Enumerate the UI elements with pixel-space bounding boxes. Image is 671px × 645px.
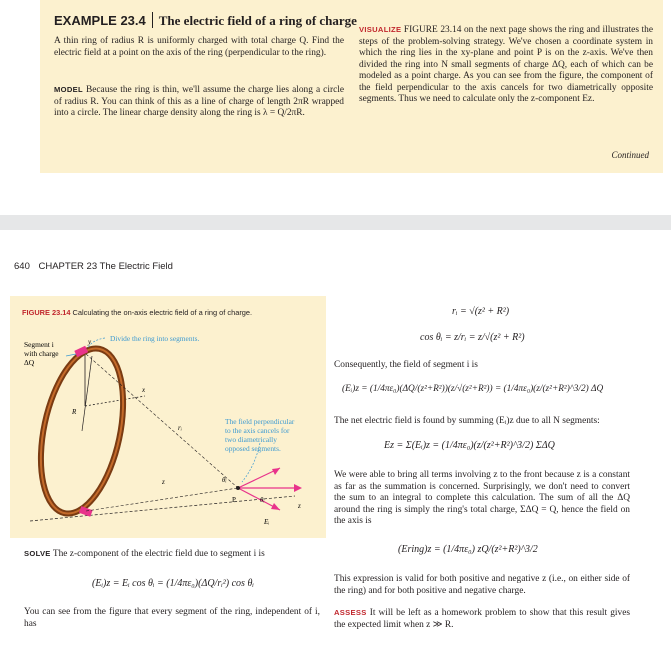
- figure-caption-text: Calculating the on-axis electric field of a ring of charge.: [72, 308, 253, 317]
- solve-after-text: You can see from the figure that every segment of the ring, independent of i, has: [24, 607, 320, 629]
- assess-label: ASSESS: [334, 608, 367, 617]
- y-axis-label: y: [88, 338, 92, 346]
- page-number: 640: [14, 261, 30, 272]
- continued-note: Continued: [611, 150, 649, 160]
- validity-paragraph: This expression is valid for both positive and negative z (i.e., on either side of the ring) and for both positive and negative charge.: [334, 574, 630, 596]
- example-box: [40, 0, 663, 173]
- example-title: The electric field of a ring of charge: [158, 13, 357, 28]
- solve-paragraph: [24, 548, 320, 561]
- model-label: MODEL: [54, 85, 83, 94]
- segment-label-3: ΔQ: [24, 358, 35, 367]
- divide-label: Divide the ring into segments.: [110, 334, 200, 343]
- visualize-text: FIGURE 23.14 on the next page shows the ring and illustrates the steps of the problem-solving strategy. We've chosen a coordinate system in which the ring lies in the xy-plane and point P is on the z-axis. We've then divided the ring into N small segments of charge ΔQ, each of which can be modeled as a point charge. As you can see from the figure, the component of the field perpendicular to the axis cancels for two diametrically opposite segments. Thus we need to calculate only the z-component Ez.: [359, 25, 653, 104]
- z-axis: [30, 496, 295, 521]
- z-axis-label: z: [298, 502, 301, 510]
- point-p: [236, 486, 240, 490]
- x-axis: [85, 396, 145, 406]
- cancel-label-3: two diametrically: [225, 435, 277, 444]
- equation-cos: cos θᵢ = z/rᵢ = z/√(z² + R²): [420, 332, 525, 343]
- ri-label: rᵢ: [178, 424, 182, 432]
- model-text: Because the ring is thin, we'll assume the charge lies along a circle of radius R. You can think of this as a line of charge of length 2πR wrapped into a circle. The linear charge density along the ring is λ = Q/2πR.: [54, 85, 345, 118]
- page-divider: [0, 215, 671, 230]
- equation-ez: (Eᵢ)z = Eᵢ cos θᵢ = (1/4πε₀)(ΔQ/rᵢ²) cos θᵢ: [92, 578, 254, 589]
- net-field-text: The net electric field is found by summing (Eᵢ)z due to all N segments:: [334, 416, 600, 426]
- solve-text: The z-component of the electric field due to segment i is: [52, 549, 265, 559]
- chapter-title: CHAPTER 23 The Electric Field: [38, 261, 173, 272]
- ring-diagram: [10, 296, 326, 538]
- x-axis-label: x: [142, 386, 146, 394]
- assess-text: It will be left as a homework problem to show that this result gives the expected limit when z ≫ R.: [334, 608, 630, 630]
- visualize-label: VISUALIZE: [359, 25, 402, 34]
- z-distance-label: z: [162, 478, 165, 486]
- ri-line-bottom: [86, 488, 238, 511]
- model-paragraph: [54, 84, 344, 120]
- radius-label: R: [72, 408, 77, 416]
- figure-box: [10, 296, 326, 538]
- cancel-label-4: opposed segments.: [225, 444, 281, 453]
- theta-label: θᵢ: [222, 476, 227, 484]
- p-label: P: [232, 496, 236, 504]
- field-arrowhead-bottom: [271, 503, 280, 510]
- visualize-paragraph: [359, 24, 653, 106]
- figure-caption-label: FIGURE 23.14: [22, 308, 71, 317]
- cancel-label-1: The field perpendicular: [225, 417, 295, 426]
- ei-label: Eᵢ: [264, 518, 270, 526]
- cancel-label-2: to the axis cancels for: [225, 426, 290, 435]
- equation-sum: Ez = Σ(Eᵢ)z = (1/4πε₀)(z/(z²+R²)^3/2) ΣΔQ: [384, 440, 555, 451]
- segment-label-2: with charge: [24, 349, 59, 358]
- equation-ring: (Ering)z = (1/4πε₀) zQ/(z²+R²)^3/2: [398, 544, 538, 555]
- theta-label-2: θᵢ: [260, 496, 265, 504]
- net-field-arrowhead: [294, 484, 302, 492]
- example-intro: A thin ring of radius R is uniformly charged with total charge Q. Find the electric field at a point on the axis of the ring (perpendicular to the ring).: [54, 36, 344, 58]
- segment-label-1: Segment i: [24, 340, 54, 349]
- solve-label: SOLVE: [24, 549, 51, 558]
- assess-paragraph: [334, 607, 630, 631]
- radius-line: [82, 356, 92, 431]
- example-heading: [54, 12, 357, 29]
- running-head: [14, 261, 173, 272]
- equation-ri: rᵢ = √(z² + R²): [452, 306, 510, 317]
- example-number: EXAMPLE 23.4: [54, 13, 146, 28]
- summation-paragraph: We were able to bring all terms involving z to the front because z is a constant as far as the summation is concerned. Surprisingly, we don't need to convert the sum to an integral to complete this calculation. The sum of all the ΔQ around the ring is simply the ring's total charge, ΣΔQ = Q, hence the field on the axis is: [334, 470, 630, 527]
- equation-field-segment: (Eᵢ)z = (1/4πε₀)(ΔQ/(z²+R²))(z/√(z²+R²)) = (1/4πε₀)(z/(z²+R²)^3/2) ΔQ: [342, 384, 604, 394]
- consequently-text: Consequently, the field of segment i is: [334, 360, 478, 370]
